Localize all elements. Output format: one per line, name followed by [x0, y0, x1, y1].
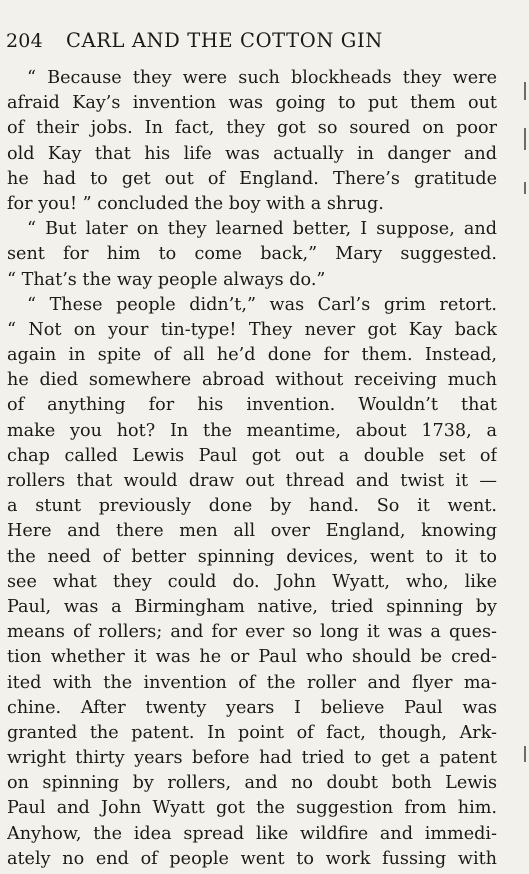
text-line: means of rollers; and for ever so long it was a ques-	[7, 622, 497, 643]
text-line: Paul and John Wyatt got the suggestion from him.	[7, 798, 497, 819]
text-line: ately no end of people went to work fussing with	[7, 848, 497, 869]
text-line: chine. After twenty years I believe Paul was	[7, 697, 497, 718]
text-line: granted the patent. In point of fact, though, Ark-	[7, 722, 497, 743]
text-line: Paul, was a Birmingham native, tried spinning by	[7, 596, 497, 617]
text-line: “ Because they were such blockheads they were	[27, 68, 497, 88]
page-number: 204	[6, 30, 43, 52]
text-line: of their jobs. In fact, they got so soured on poor	[7, 118, 497, 139]
text-line: of anything for his invention. Wouldn’t that	[7, 395, 497, 416]
text-line: “ Not on your tin-type! They never got Kay back	[7, 319, 497, 340]
page-edge-mark	[524, 128, 526, 150]
text-line: afraid Kay’s invention was going to put them out	[7, 93, 497, 114]
text-line: for you! ” concluded the boy with a shrug.	[7, 193, 384, 214]
text-line: he had to get out of England. There’s gratitude	[7, 168, 497, 189]
text-line: Here and there men all over England, knowing	[7, 521, 497, 542]
text-line: “ But later on they learned better, I suppose, and	[27, 219, 497, 240]
text-line: chap called Lewis Paul got out a double set of	[7, 445, 497, 466]
text-line: Anyhow, the idea spread like wildfire and immedi-	[7, 823, 497, 844]
text-line: wright thirty years before had tried to get a patent	[7, 748, 497, 769]
text-line: he died somewhere abroad without receiving much	[7, 370, 497, 391]
text-line: see what they could do. John Wyatt, who, like	[7, 571, 497, 592]
text-line: ited with the invention of the roller and flyer ma-	[7, 672, 497, 693]
text-line: make you hot? In the meantime, about 1738, a	[7, 420, 497, 441]
text-line: again in spite of all he’d done for them. Instead,	[7, 345, 497, 366]
text-line: tion whether it was he or Paul who should be cred-	[7, 647, 497, 668]
page-edge-mark	[524, 746, 526, 762]
text-line: the need of better spinning devices, went to it to	[7, 546, 497, 567]
page-edge-mark	[524, 82, 526, 100]
text-line: “ That’s the way people always do.”	[7, 269, 326, 290]
page-edge-mark	[524, 182, 526, 194]
page-header	[6, 26, 506, 56]
text-line: rollers that would draw out thread and twist it —	[7, 471, 497, 491]
body-text	[7, 66, 497, 872]
text-line: “ These people didn’t,” was Carl’s grim retort.	[27, 294, 497, 315]
text-line: sent for him to come back,” Mary suggested.	[7, 244, 497, 265]
running-title: CARL AND THE COTTON GIN	[66, 29, 383, 52]
text-line: on spinning by rollers, and no doubt both Lewis	[7, 773, 497, 794]
text-line: old Kay that his life was actually in danger and	[7, 143, 497, 164]
text-line: a stunt previously done by hand. So it went.	[7, 496, 497, 517]
